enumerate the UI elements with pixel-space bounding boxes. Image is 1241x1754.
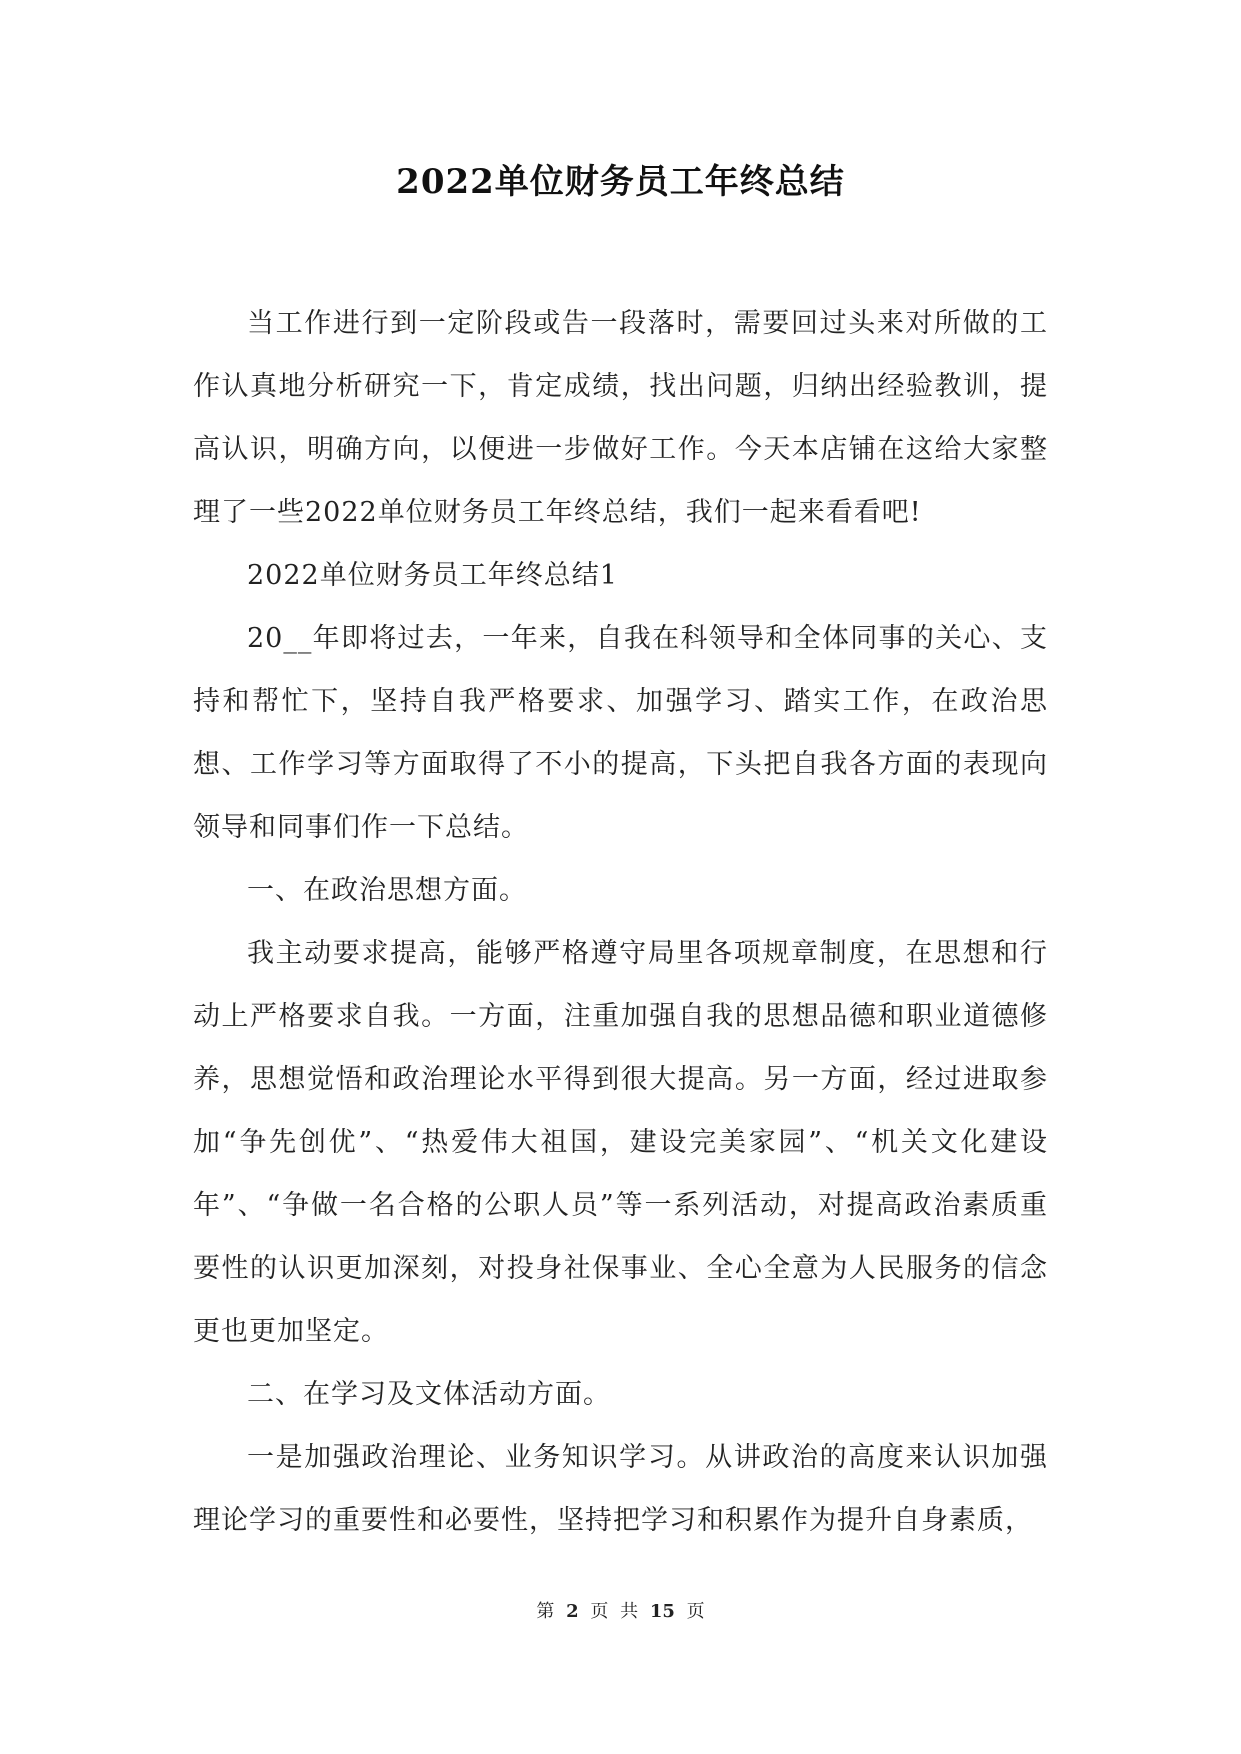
paragraph-political-heading: 一、在政治思想方面。 (247, 875, 527, 906)
paragraph-study-heading: 二、在学习及文体活动方面。 (247, 1379, 611, 1410)
paragraph-intro: 当工作进行到一定阶段或告一段落时，需要回过头来对所做的工作认真地分析研究一下，肯定成绩，找出问题，归纳出经验教训，提高认识，明确方向，以便进一步做好工作。今天本店铺在这给大家整理了一些2022单位财务员工年终总结，我们一起来看看吧! (193, 308, 1048, 528)
document-title: 2022单位财务员工年终总结 (396, 162, 845, 202)
footer-prefix: 第 (536, 1601, 555, 1622)
footer-suffix: 页 (686, 1601, 705, 1622)
page-footer (0, 1600, 1241, 1624)
paragraph-section-heading: 2022单位财务员工年终总结1 (247, 560, 618, 591)
paragraph-political-body: 我主动要求提高，能够严格遵守局里各项规章制度，在思想和行动上严格要求自我。一方面，注重加强自我的思想品德和职业道德修养，思想觉悟和政治理论水平得到很大提高。另一方面，经过进取参加“争先创优”、“热爱伟大祖国，建设完美家园”、“机关文化建设年”、“争做一名合格的公职人员”等一系列活动，对提高政治素质重要性的认识更加深刻，对投身社保事业、全心全意为人民服务的信念更也更加坚定。 (193, 938, 1048, 1347)
paragraph-overview: 20__年即将过去，一年来，自我在科领导和全体同事的关心、支持和帮忙下，坚持自我严格要求、加强学习、踏实工作，在政治思想、工作学习等方面取得了不小的提高，下头把自我各方面的表现向领导和同事们作一下总结。 (193, 623, 1048, 843)
footer-current-page: 2 (566, 1601, 579, 1622)
footer-total-pages: 15 (649, 1601, 675, 1622)
footer-middle: 页 共 (590, 1601, 639, 1622)
paragraph-study-body: 一是加强政治理论、业务知识学习。从讲政治的高度来认识加强理论学习的重要性和必要性，坚持把学习和积累作为提升自身素质， (193, 1442, 1048, 1536)
document-body (193, 292, 1048, 1552)
